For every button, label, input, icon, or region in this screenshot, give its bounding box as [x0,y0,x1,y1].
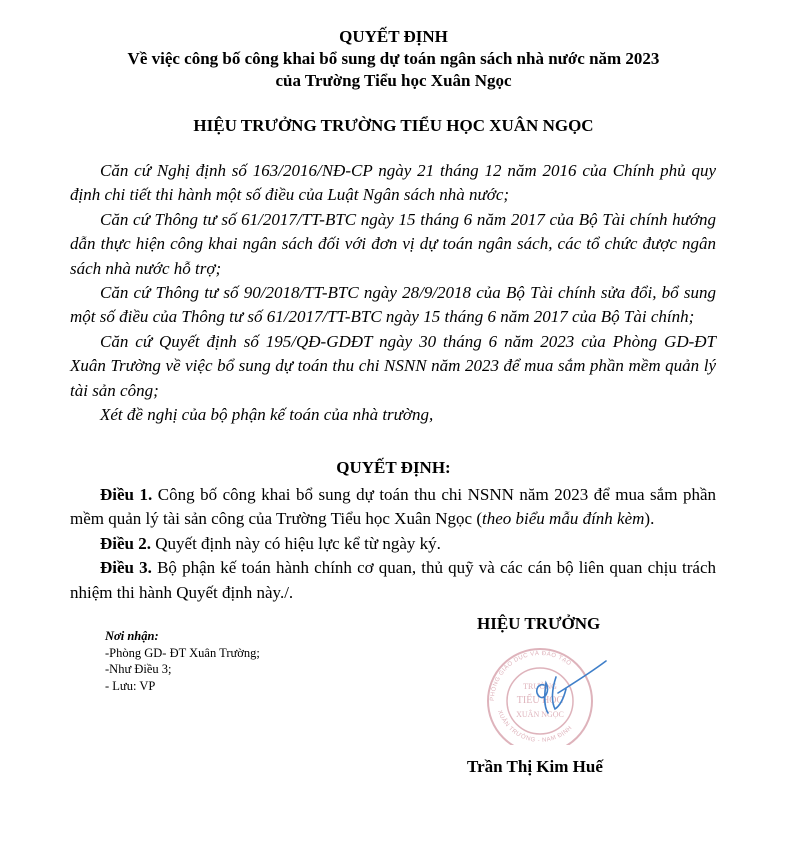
article-3 [70,556,716,605]
article-1-end: ). [644,509,655,529]
recipient-item: -Phòng GD- ĐT Xuân Trường; [105,645,260,660]
stamp-text-bottom: XUÂN NGỌC [516,710,564,719]
stamp-ring-top-text: PHÒNG GIÁO DỤC VÀ ĐÀO TẠO [489,650,573,702]
document-subtitle-line1: Về việc công bố công khai bổ sung dự toán ngân sách nhà nước năm 2023 [127,49,660,68]
stamp-ring-bottom-text: XUÂN TRƯỜNG - NAM ĐỊNH [496,709,574,744]
recipients-label: Nơi nhận: [105,629,159,643]
signer-name: Trần Thị Kim Huế [467,757,603,776]
article-1-text: Công bố công khai bổ sung dự toán thu chi NSNN năm 2023 để mua sắm phần mềm quản lý tài sản công của Trường Tiểu học Xuân Ngọc ( [70,485,716,529]
article-1-italic: theo biểu mẫu đính kèm [482,509,645,529]
article-2 [70,532,716,556]
recipient-item: - Lưu: VP [105,678,156,693]
signature-title: HIỆU TRƯỞNG [477,614,601,633]
recipient-item: -Như Điều 3; [105,662,172,676]
document-subtitle-line2: của Trường Tiểu học Xuân Ngọc [275,71,512,90]
decision-heading: QUYẾT ĐỊNH: [336,458,451,477]
articles [70,483,716,605]
document-title-block [0,26,787,92]
official-stamp-and-signature [482,645,607,745]
legal-basis-4: Căn cứ Quyết định số 195/QĐ-GDĐT ngày 30 tháng 6 năm 2023 của Phòng GD-ĐT Xuân Trường về việc bổ sung dự toán thu chi NSNN năm 2023 để mua sắm phần mềm quản lý tài sản công; [70,331,716,400]
legal-basis-3: Căn cứ Thông tư số 90/2018/TT-BTC ngày 28/9/2018 của Bộ Tài chính sửa đổi, bổ sung một số điều của Thông tư số 61/2017/TT-BTC ngày 15 tháng 6 năm 2017 của Bộ Tài chính; [70,283,716,327]
article-2-text: Quyết định này có hiệu lực kể từ ngày ký. [151,533,441,553]
issuer-heading: HIỆU TRƯỞNG TRƯỜNG TIỂU HỌC XUÂN NGỌC [193,116,594,135]
article-1 [70,483,716,532]
document-title: QUYẾT ĐỊNH [339,27,448,46]
recipients-block [105,628,260,694]
article-2-label: Điều 2. [100,533,151,553]
article-3-label: Điều 3. [100,558,152,578]
stamp-text-mid: TIỂU HỌC [516,695,564,706]
legal-bases [70,159,716,427]
legal-basis-1: Căn cứ Nghị định số 163/2016/NĐ-CP ngày 21 tháng 12 năm 2016 của Chính phủ quy định chi tiết thi hành một số điều của Luật Ngân sách nhà nước; [70,161,716,205]
legal-basis-2: Căn cứ Thông tư số 61/2017/TT-BTC ngày 15 tháng 6 năm 2017 của Bộ Tài chính hướng dẫn thực hiện công khai ngân sách đối với đơn vị dự toán ngân sách, các tổ chức được ngân sách nhà nước hỗ trợ; [70,209,716,278]
article-1-label: Điều 1. [100,485,153,504]
article-3-text: Bộ phận kế toán hành chính cơ quan, thủ quỹ và các cán bộ liên quan chịu trách nhiệm thi hành Quyết định này./. [70,558,717,602]
stamp-text-top: TRƯỜNG [523,682,557,691]
legal-basis-5: Xét đề nghị của bộ phận kế toán của nhà trường, [100,405,434,425]
